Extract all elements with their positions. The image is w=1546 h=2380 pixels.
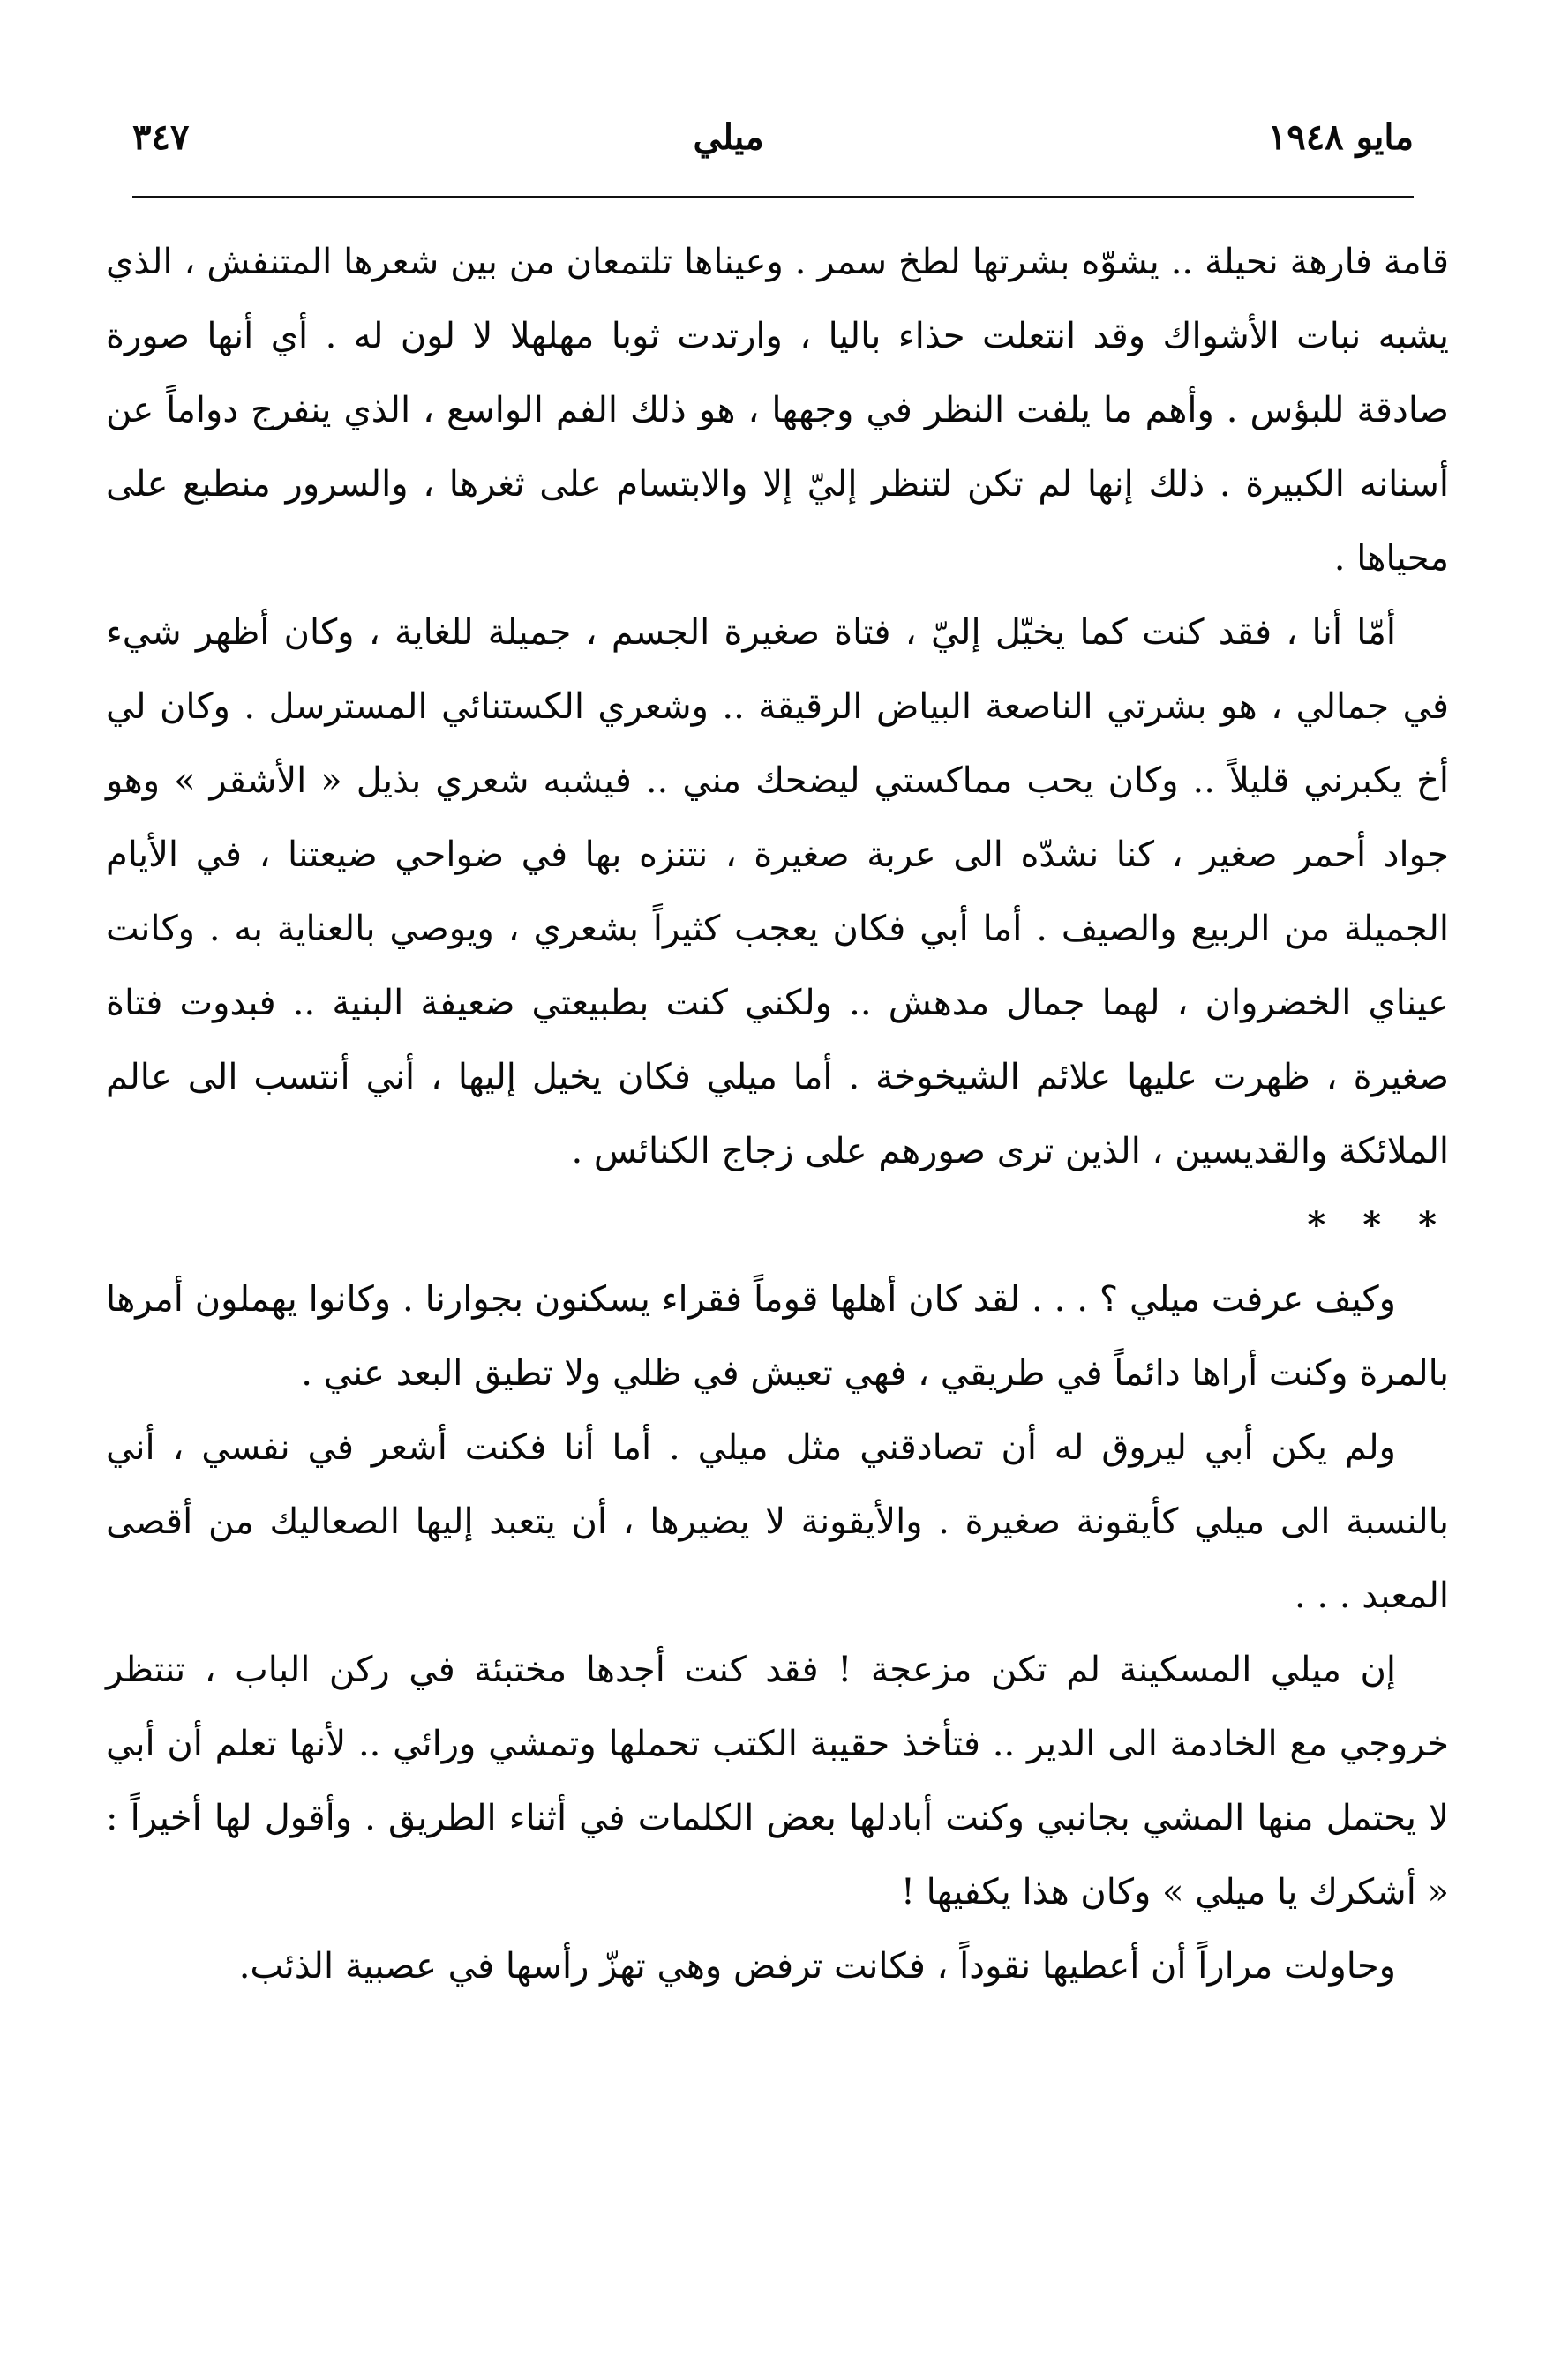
- paragraph-4: ولم يكن أبي ليروق له أن تصادقني مثل ميلي . أما أنا فكنت أشعر في نفسي ، أني بالنسبة الى ميلي كأيقونة صغيرة . والأيقونة لا يضيرها ، أن يتعبد إليها الصعاليك من أقصى المعبد . . .: [106, 1427, 1449, 1616]
- header-title: ميلي: [693, 116, 764, 158]
- running-header: [132, 106, 1414, 168]
- header-date: مايو ١٩٤٨: [1267, 116, 1414, 158]
- body-text: [106, 225, 1449, 2003]
- page-number: ٣٤٧: [132, 116, 190, 158]
- paragraph-2: أمّا أنا ، فقد كنت كما يخيّل إليّ ، فتاة صغيرة الجسم ، جميلة للغاية ، وكان أظهر شيء في جمالي ، هو بشرتي الناصعة البياض الرقيقة .. وشعري الكستنائي المسترسل . وكان لي أخ يكبرني قليلاً .. وكان يحب مماكستي ليضحك مني .. فيشبه شعري بذيل « الأشقر » وهو جواد أحمر صغير ، كنا نشدّه الى عربة صغيرة ، نتنزه بها في ضواحي ضيعتنا ، في الأيام الجميلة من الربيع والصيف . أما أبي فكان يعجب كثيراً بشعري ، ويوصي بالعناية به . وكانت عيناي الخضروان ، لهما جمال مدهش .. ولكني كنت بطبيعتي ضعيفة البنية .. فبدوت فتاة صغيرة ، ظهرت عليها علائم الشيخوخة . أما ميلي فكان يخيل إليها ، أني أنتسب الى عالم الملائكة والقديسين ، الذين ترى صورهم على زجاج الكنائس .: [106, 612, 1449, 1171]
- header-rule: [132, 196, 1414, 198]
- paragraph-6: وحاولت مراراً أن أعطيها نقوداً ، فكانت ترفض وهي تهزّ رأسها في عصبية الذئب.: [238, 1946, 1396, 1987]
- paragraph-1: قامة فارهة نحيلة .. يشوّه بشرتها لطخ سمر . وعيناها تلتمعان من بين شعرها المتنفش ، الذي يشبه نبات الأشواك وقد انتعلت حذاء باليا ، وارتدت ثوبا مهلهلا لا لون له . أي أنها صورة صادقة للبؤس . وأهم ما يلفت النظر في وجهها ، هو ذلك الفم الواسع ، الذي ينفرج دواماً عن أسنانه الكبيرة . ذلك إنها لم تكن لتنظر إليّ إلا والابتسام على ثغرها ، والسرور منطبع على محياها .: [106, 242, 1449, 579]
- section-separator: * * *: [1307, 1204, 1449, 1246]
- paragraph-5: إن ميلي المسكينة لم تكن مزعجة ! فقد كنت أجدها مختبئة في ركن الباب ، تنتظر خروجي مع الخادمة الى الدير .. فتأخذ حقيبة الكتب تحملها وتمشي ورائي .. لأنها تعلم أن أبي لا يحتمل منها المشي بجانبي وكنت أبادلها بعض الكلمات في أثناء الطريق . وأقول لها أخيراً : « أشكرك يا ميلي » وكان هذا يكفيها !: [106, 1650, 1449, 1912]
- paragraph-3: وكيف عرفت ميلي ؟ . . . لقد كان أهلها قوماً فقراء يسكنون بجوارنا . وكانوا يهملون أمرها بالمرة وكنت أراها دائماً في طريقي ، فهي تعيش في ظلي ولا تطيق البعد عني .: [106, 1279, 1449, 1394]
